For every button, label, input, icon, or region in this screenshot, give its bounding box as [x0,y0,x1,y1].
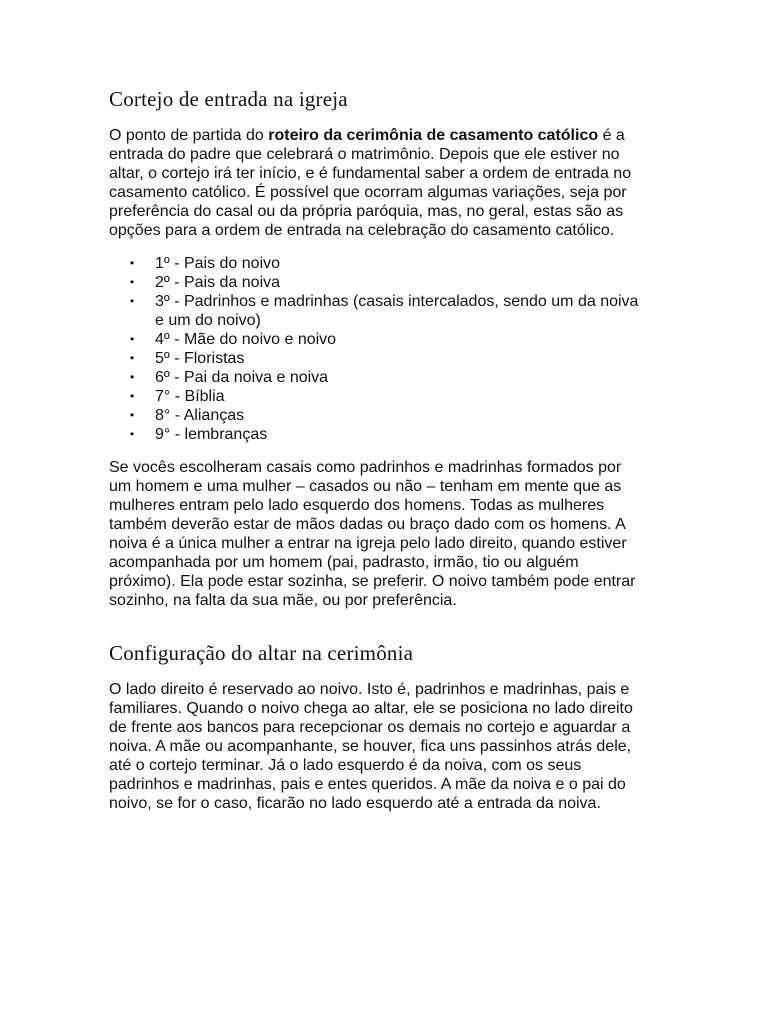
intro-paragraph [109,126,639,240]
list-item: • 8° - Alianças [109,406,639,425]
entry-order-list [109,254,639,444]
list-item: • 5º - Floristas [109,349,639,368]
list-item: • 3º - Padrinhos e madrinhas (casais intercalados, sendo um da noiva e um do noivo) [109,292,639,330]
document-page [109,86,639,813]
section-title-altar: Configuração do altar na cerimônia [109,641,414,665]
section-title-cortejo: Cortejo de entrada na igreja [109,87,348,111]
altar-paragraph: O lado direito é reservado ao noivo. Isto é, padrinhos e madrinhas, pais e familiares. Quando o noivo chega ao altar, ele se posiciona no lado direito de frente aos bancos para recepcionar os demais no cortejo e aguardar a noiva. A mãe ou acompanhante, se houver, fica uns passinhos atrás dele, até o cortejo terminar. Já o lado esquerdo é da noiva, com os seus padrinhos e madrinhas, pais e entes queridos. A mãe da noiva e o pai do noivo, se for o caso, ficarão no lado esquerdo até a entrada da noiva. [109,681,633,812]
intro-text-start: O ponto de partida do [109,127,269,144]
intro-bold-text: roteiro da cerimônia de casamento católico [268,127,599,144]
list-item: • 4º - Mãe do noivo e noivo [109,330,639,349]
list-item: • 7° - Bíblia [109,387,639,406]
list-item: • 9° - lembranças [109,425,639,444]
list-item: • 6º - Pai da noiva e noiva [109,368,639,387]
list-item: • 2º - Pais da noiva [109,273,639,292]
couples-paragraph: Se vocês escolheram casais como padrinhos e madrinhas formados por um homem e uma mulher – casados ou não – tenham em mente que as mulheres entram pelo lado esquerdo dos homens. Todas as mulheres também deverão estar de mãos dadas ou braço dado com os homens. A noiva é a única mulher a entrar na igreja pelo lado direito, quando estiver acompanhada por um homem (pai, padrasto, irmão, tio ou alguém próximo). Ela pode estar sozinha, se preferir. O noivo também pode entrar sozinho, na falta da sua mãe, ou por preferência. [109,459,636,609]
list-item: • 1º - Pais do noivo [109,254,639,273]
intro-text-end: é a entrada do padre que celebrará o matrimônio. Depois que ele estiver no altar, o cortejo irá ter início, e é fundamental saber a ordem de entrada no casamento católico. É possível que ocorram algumas variações, seja por preferência do casal ou da própria paróquia, mas, no geral, estas são as opções para a ordem de entrada na celebração do casamento católico. [109,127,632,239]
